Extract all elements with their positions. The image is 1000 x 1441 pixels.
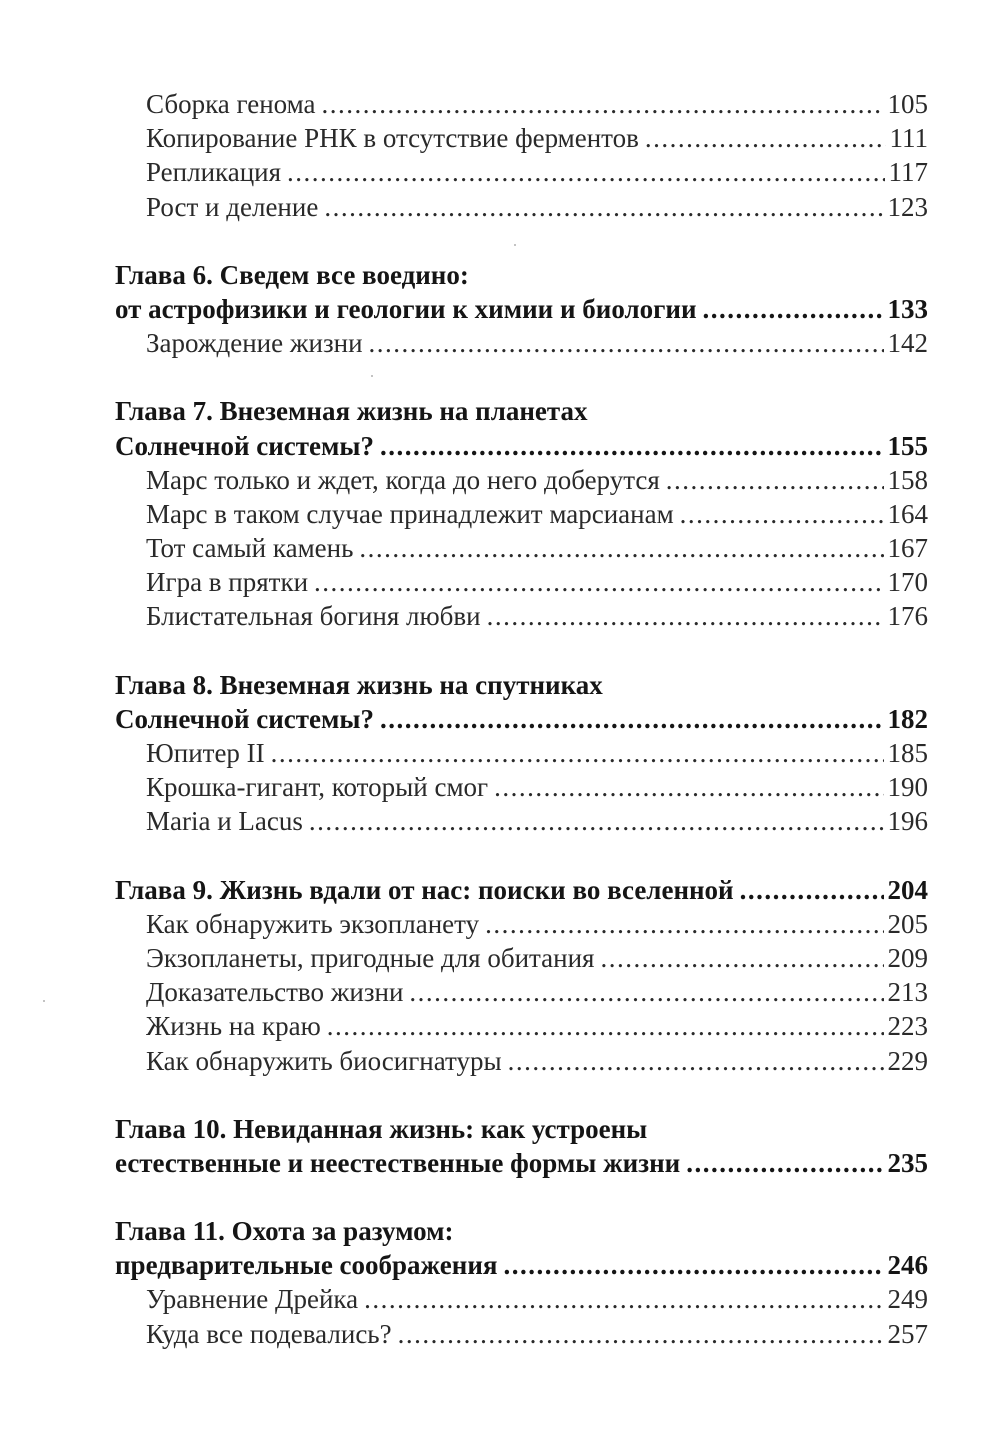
scan-speck: [514, 244, 516, 246]
page-number: 257: [887, 1318, 928, 1349]
section-title: Уравнение Дрейка: [146, 1284, 359, 1315]
toc-entry[interactable]: [115, 975, 928, 1009]
page-number: 164: [887, 498, 928, 529]
dot-leader: [324, 190, 883, 224]
chapter-title: Глава 9. Жизнь вдали от нас: поиски во вселенной: [115, 874, 734, 905]
page-number: 209: [887, 942, 928, 973]
section-title: Зарождение жизни: [146, 328, 363, 359]
page-number: 223: [887, 1011, 928, 1042]
page-number: 167: [887, 533, 928, 564]
page-number: 213: [887, 977, 928, 1008]
chapter-group: [115, 1214, 928, 1351]
page-number: 249: [887, 1284, 928, 1315]
dot-leader: [322, 87, 884, 121]
section-title: Жизнь на краю: [146, 1011, 321, 1042]
chapter-entry[interactable]: [115, 702, 928, 736]
dot-leader: [508, 1044, 884, 1078]
scan-speck: [371, 375, 373, 377]
page-number: 133: [887, 293, 928, 324]
page-number: 117: [888, 157, 928, 188]
page-number: 111: [889, 123, 928, 154]
section-title: Крошка-гигант, который смог: [146, 772, 489, 803]
page-number: 142: [887, 328, 928, 359]
section-title: Тот самый камень: [146, 533, 354, 564]
dot-leader: [680, 497, 884, 531]
page-number: 105: [887, 89, 928, 119]
dot-leader: [309, 804, 884, 838]
section-title: Рост и деление: [146, 191, 319, 222]
toc-entry[interactable]: [115, 463, 928, 497]
chapter-group: [115, 258, 928, 361]
chapter-entry[interactable]: [115, 292, 928, 326]
toc-entry[interactable]: [115, 1282, 928, 1316]
toc-entry[interactable]: [115, 87, 928, 121]
dot-leader: [287, 155, 884, 189]
chapter-gap: [115, 839, 928, 873]
page-number: 176: [887, 601, 928, 632]
dot-leader: [364, 1282, 883, 1316]
chapter-gap: [115, 224, 928, 258]
chapter-entry[interactable]: [115, 1146, 928, 1180]
section-title: Копирование РНК в отсутствие ферментов: [146, 123, 639, 154]
section-title: Блистательная богиня любви: [146, 601, 481, 632]
chapter-title-line[interactable]: Глава 6. Сведем все воедино:: [115, 259, 469, 290]
toc-entry[interactable]: [115, 907, 928, 941]
dot-leader: [503, 1248, 883, 1282]
dot-leader: [600, 941, 883, 975]
chapter-gap: [115, 1078, 928, 1112]
page-number: 246: [887, 1250, 928, 1281]
page-number: 158: [887, 464, 928, 495]
dot-leader: [369, 326, 884, 360]
dot-leader: [314, 565, 883, 599]
scan-speck: [43, 1000, 45, 1002]
section-title: Марс в таком случае принадлежит марсианам: [146, 498, 674, 529]
dot-leader: [686, 1146, 883, 1180]
chapter-title-line[interactable]: Глава 7. Внеземная жизнь на планетах: [115, 396, 588, 427]
section-title: Марс только и ждет, когда до него доберутся: [146, 464, 660, 495]
page-number: 204: [887, 874, 928, 905]
section-title: Экзопланеты, пригодные для обитания: [146, 942, 595, 973]
dot-leader: [398, 1317, 884, 1351]
chapter-group: [115, 668, 928, 839]
chapter-gap: [115, 1180, 928, 1214]
section-title: Куда все подевались?: [146, 1318, 392, 1349]
section-title: Игра в прятки: [146, 567, 309, 598]
toc-entry[interactable]: [115, 599, 928, 633]
chapter-group: [115, 1112, 928, 1180]
page-number: 170: [887, 567, 928, 598]
page-number: 235: [887, 1147, 928, 1178]
page-number: 196: [887, 806, 928, 837]
toc-entry[interactable]: [115, 941, 928, 975]
section-title: Доказательство жизни: [146, 977, 404, 1008]
toc-entry[interactable]: [115, 155, 928, 189]
section-title: Как обнаружить биосигнатуры: [146, 1045, 502, 1076]
dot-leader: [409, 975, 883, 1009]
toc-entry[interactable]: [115, 497, 928, 531]
toc-entry[interactable]: [115, 736, 928, 770]
chapter-title: предварительные соображения: [115, 1250, 498, 1281]
chapter-group: [115, 873, 928, 1078]
toc-entry[interactable]: [115, 121, 928, 155]
table-of-contents: [115, 87, 928, 1351]
section-title: Как обнаружить экзопланету: [146, 908, 480, 939]
chapter-title: Солнечной системы?: [115, 703, 374, 734]
section-title: Сборка генома: [146, 89, 316, 119]
dot-leader: [485, 907, 883, 941]
toc-entry[interactable]: [115, 1317, 928, 1351]
chapter-title-line[interactable]: Глава 10. Невиданная жизнь: как устроены: [115, 1113, 648, 1144]
dot-leader: [703, 292, 884, 326]
section-title: Репликация: [146, 157, 282, 188]
dot-leader: [666, 463, 884, 497]
dot-leader: [359, 531, 883, 565]
dot-leader: [271, 736, 884, 770]
toc-entry[interactable]: [115, 326, 928, 360]
chapter-title: от астрофизики и геологии к химии и биологии: [115, 293, 697, 324]
dot-leader: [380, 429, 884, 463]
chapter-gap: [115, 360, 928, 394]
toc-entry[interactable]: [115, 190, 928, 224]
toc-entry[interactable]: [115, 1044, 928, 1078]
chapter-title: Солнечной системы?: [115, 430, 374, 461]
page-number: 205: [887, 908, 928, 939]
dot-leader: [327, 1009, 884, 1043]
chapter-title: естественные и неестественные формы жизни: [115, 1147, 681, 1178]
chapter-title-line[interactable]: Глава 11. Охота за разумом:: [115, 1216, 454, 1247]
page-number: 123: [887, 191, 928, 222]
chapter-entry[interactable]: [115, 429, 928, 463]
page-number: 155: [887, 430, 928, 461]
chapter-entry[interactable]: [115, 1248, 928, 1282]
toc-entry[interactable]: [115, 531, 928, 565]
dot-leader: [380, 702, 884, 736]
toc-entry[interactable]: [115, 565, 928, 599]
chapter-group: [115, 394, 928, 633]
page-number: 190: [887, 772, 928, 803]
toc-entry[interactable]: [115, 804, 928, 838]
section-title: Maria и Lacus: [146, 806, 303, 837]
chapter-gap: [115, 634, 928, 668]
page-number: 182: [887, 703, 928, 734]
page-number: 229: [887, 1045, 928, 1076]
section-title: Юпитер II: [146, 738, 265, 768]
page-number: 185: [887, 738, 928, 768]
chapter-title-line[interactable]: Глава 8. Внеземная жизнь на спутниках: [115, 669, 603, 700]
toc-entry[interactable]: [115, 1009, 928, 1043]
dot-leader: [740, 873, 884, 907]
dot-leader: [645, 121, 886, 155]
dot-leader: [494, 770, 883, 804]
toc-entry[interactable]: [115, 770, 928, 804]
chapter-entry[interactable]: [115, 873, 928, 907]
dot-leader: [487, 599, 884, 633]
